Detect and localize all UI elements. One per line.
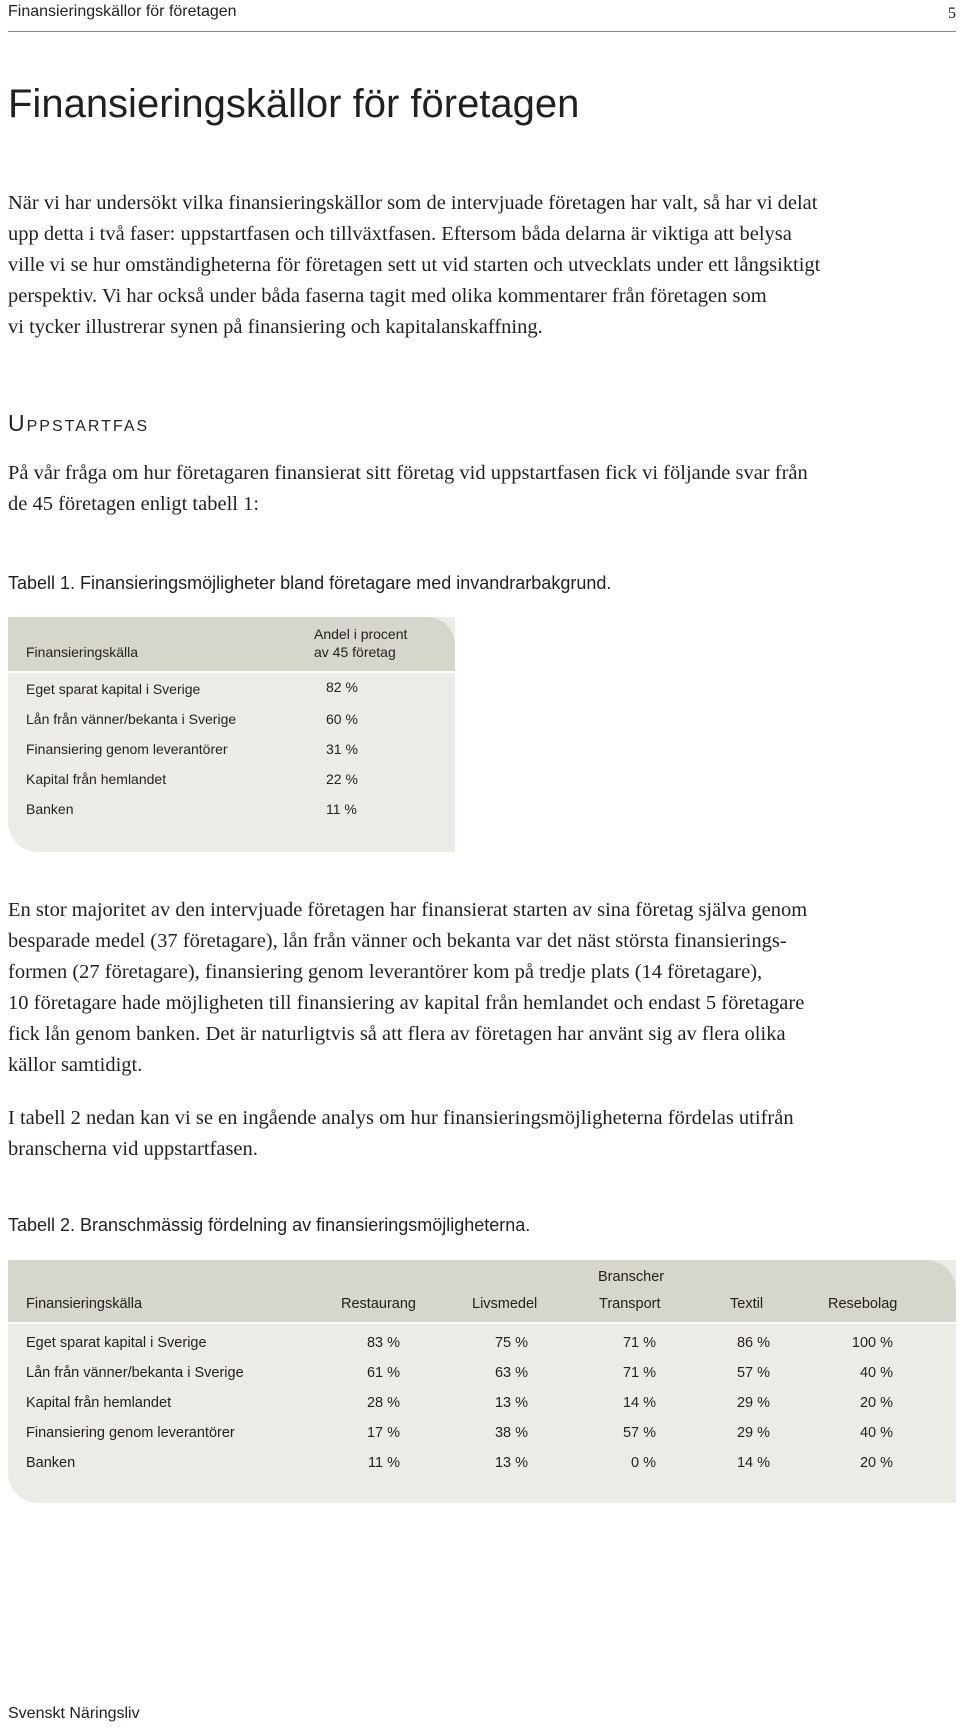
table1-row-label: Lån från vänner/bekanta i Sverige	[26, 711, 237, 727]
table1-col-label: Finansieringskälla	[26, 644, 139, 660]
section-heading: Uppstartfas	[8, 410, 150, 436]
table1-col-value-line1: Andel i procent	[314, 626, 408, 642]
table2-cell: 57 %	[622, 1425, 656, 1441]
table2-cell: 75 %	[494, 1335, 528, 1351]
table1-row-label: Kapital från hemlandet	[26, 771, 167, 787]
table2-row-label: Eget sparat kapital i Sverige	[26, 1335, 207, 1351]
section-paragraph	[8, 458, 956, 520]
table2-row-label: Lån från vänner/bekanta i Sverige	[26, 1365, 244, 1381]
discussion-line: I tabell 2 nedan kan vi se en ingående analys om hur finansieringsmöjligheterna fördelas utifrån	[8, 1107, 794, 1129]
header-rule	[8, 31, 956, 32]
section-line: de 45 företagen enligt tabell 1:	[8, 493, 260, 515]
discussion-paragraph-1	[8, 895, 956, 1081]
table2-header	[8, 1260, 956, 1322]
table2-col-header: Transport	[599, 1296, 661, 1312]
discussion-line: En stor majoritet av den intervjuade företagen har finansierat starten av sina företag själva genom	[8, 899, 808, 921]
table2-cell: 14 %	[622, 1395, 656, 1411]
table1-row-label: Banken	[26, 801, 74, 817]
discussion-line: fick lån genom banken. Det är naturligtvis så att flera av företagen har använt sig av flera olika	[8, 1023, 786, 1045]
table2-cell: 38 %	[494, 1425, 528, 1441]
table2-cell: 13 %	[494, 1395, 528, 1411]
intro-line: ville vi se hur omständigheterna för företagen sett ut vid starten och utvecklats under ett långsiktigt	[8, 254, 821, 276]
table2-cell: 0 %	[631, 1455, 656, 1471]
running-head: Finansieringskällor för företagen	[8, 3, 237, 20]
table2-caption: Tabell 2. Branschmässig fördelning av finansieringsmöjligheterna.	[8, 1215, 531, 1235]
table2-separator	[8, 1322, 956, 1324]
table2-cell: 40 %	[859, 1425, 893, 1441]
discussion-line: 10 företagare hade möjligheten till finansiering av kapital från hemlandet och endast 5 företagare	[8, 992, 805, 1014]
table1-row-value: 22 %	[326, 771, 358, 787]
table2-cell: 100 %	[851, 1335, 893, 1351]
table2-cell: 86 %	[736, 1335, 770, 1351]
page-title: Finansieringskällor för företagen	[8, 82, 580, 126]
intro-line: upp detta i två faser: uppstartfasen och tillväxtfasen. Eftersom båda delarna är viktiga att belysa	[8, 223, 792, 245]
table1	[8, 617, 455, 852]
table2-cell: 83 %	[366, 1335, 400, 1351]
table2-cell: 20 %	[859, 1455, 893, 1471]
intro-paragraph	[8, 188, 956, 343]
intro-line: vi tycker illustrerar synen på finansiering och kapitalanskaffning.	[8, 316, 543, 338]
table1-row-value: 82 %	[326, 679, 358, 695]
table1-row-value: 60 %	[326, 711, 358, 727]
table2-cell: 11 %	[368, 1455, 400, 1471]
page-number: 5	[948, 5, 956, 22]
table2-cell: 14 %	[736, 1455, 770, 1471]
discussion-line: källor samtidigt.	[8, 1054, 143, 1076]
table2-cell: 20 %	[859, 1395, 893, 1411]
table2-cell: 40 %	[859, 1365, 893, 1381]
table2-cell: 28 %	[366, 1395, 400, 1411]
table2-cell: 71 %	[622, 1335, 656, 1351]
table1-row-label: Finansiering genom leverantörer	[26, 741, 228, 757]
table2-row-label: Finansiering genom leverantörer	[26, 1425, 235, 1441]
table2-col-header: Livsmedel	[472, 1296, 538, 1312]
table2-cell: 63 %	[494, 1365, 528, 1381]
table2-row-label: Banken	[26, 1455, 76, 1471]
table1-row-label: Eget sparat kapital i Sverige	[26, 681, 201, 697]
table2-cell: 13 %	[494, 1455, 528, 1471]
table1-separator	[8, 671, 455, 673]
table2-cell: 17 %	[366, 1425, 400, 1441]
footer-publisher: Svenskt Näringsliv	[8, 1705, 140, 1722]
table2-col-label: Finansieringskälla	[26, 1296, 143, 1312]
table1-row-value: 11 %	[326, 801, 357, 817]
table2-row-label: Kapital från hemlandet	[26, 1395, 172, 1411]
table2-cell: 29 %	[736, 1395, 770, 1411]
table2-col-header: Resebolag	[828, 1296, 898, 1312]
discussion-paragraph-2	[8, 1103, 956, 1165]
table2-cell: 29 %	[736, 1425, 770, 1441]
table2-col-header: Restaurang	[341, 1296, 416, 1312]
intro-line: perspektiv. Vi har också under båda faserna tagit med olika kommentarer från företagen som	[8, 285, 767, 307]
discussion-line: besparade medel (37 företagare), lån från vänner och bekanta var det näst största finansierings-	[8, 930, 787, 952]
table2-group-header: Branscher	[598, 1269, 665, 1285]
table2-cell: 61 %	[366, 1365, 400, 1381]
table1-caption: Tabell 1. Finansieringsmöjligheter bland företagare med invandrarbakgrund.	[8, 573, 612, 593]
table2	[8, 1260, 956, 1503]
section-line: På vår fråga om hur företagaren finansierat sitt företag vid uppstartfasen fick vi följande svar från	[8, 462, 808, 484]
table2-col-header: Textil	[730, 1296, 764, 1312]
discussion-line: formen (27 företagare), finansiering genom leverantörer kom på tredje plats (14 företagare),	[8, 961, 763, 983]
discussion-line: branscherna vid uppstartfasen.	[8, 1138, 258, 1160]
table2-cell: 57 %	[736, 1365, 770, 1381]
table1-row-value: 31 %	[326, 741, 358, 757]
table1-col-value-line2: av 45 företag	[314, 644, 396, 660]
table2-cell: 71 %	[622, 1365, 656, 1381]
intro-line: När vi har undersökt vilka finansieringskällor som de intervjuade företagen har valt, så har vi delat	[8, 192, 818, 214]
